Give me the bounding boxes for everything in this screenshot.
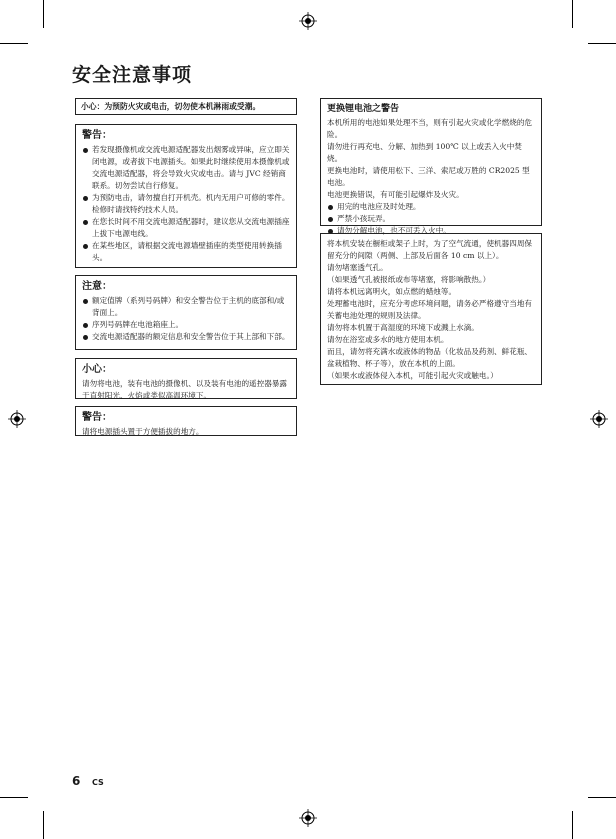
page-title: 安全注意事项 — [72, 64, 193, 86]
page-number: 6 — [72, 774, 81, 788]
battery-line: 电池更换错误，有可能引起爆炸及火灾。 — [327, 190, 464, 199]
crop-mark-top-right-h — [588, 43, 616, 44]
list-item: 交流电源适配器的额定信息和安全警告位于其上部和下部。 — [82, 331, 290, 343]
notice-list — [82, 295, 290, 343]
language-code: CS — [91, 778, 104, 787]
notice-heading: 注意： — [82, 281, 112, 292]
install-box — [320, 233, 542, 385]
install-line: 请将本机远离明火，如点燃的蜡烛等。 — [327, 287, 457, 296]
crop-mark-top-left-h — [0, 43, 28, 44]
list-item: 用完的电池应及时处理。 — [327, 201, 535, 213]
install-line: 将本机安装在橱柜或架子上时，为了空气流通，使机器四周保留充分的间隙（两侧、上部及后面各 10 cm 以上）。 — [327, 239, 533, 260]
warning-plug-box — [75, 406, 297, 436]
list-item: 严禁小孩玩弄。 — [327, 213, 535, 225]
list-item: 额定值牌（系列号码牌）和安全警告位于主机的底部和/或背面上。 — [82, 295, 290, 319]
list-item: 序列号码牌在电池箱座上。 — [82, 319, 290, 331]
careful-box — [75, 358, 297, 399]
registration-mark-right-icon — [590, 410, 608, 428]
registration-mark-left-icon — [8, 410, 26, 428]
careful-text: 请勿将电池，装有电池的摄像机、以及装有电池的遥控器暴露于直射阳光、火焰或类似高温环境下。 — [82, 379, 288, 400]
caution-banner-text: 小心：为预防火灾或电击，切勿使本机淋雨或受潮。 — [81, 102, 261, 111]
install-line: 请勿堵塞透气孔。 — [327, 263, 388, 272]
crop-mark-bottom-left-v — [43, 811, 44, 839]
battery-box — [320, 98, 542, 235]
caution-banner — [75, 98, 297, 115]
install-line: 请勿将本机置于高湿度的环境下或溅上水滴。 — [327, 323, 479, 332]
install-line: 而且，请勿将充满水或液体的物品（化妆品及药剂、鲜花瓶、盆栽植物、杯子等），放在本机的上面。 — [327, 347, 533, 368]
install-line: （如果水或液体侵入本机，可能引起火灾或触电。） — [327, 371, 498, 380]
install-line: 处理蓄电池时，应充分考虑环境问题，请务必严格遵守当地有关蓄电池处理的规则及法律。 — [327, 299, 533, 320]
careful-heading: 小心： — [82, 364, 112, 375]
crop-mark-top-right-v — [572, 0, 573, 28]
list-item: 为预防电击，请勿擅自打开机壳。机内无用户可修的零件。检修时请找特约技术人员。 — [82, 192, 290, 216]
battery-line: 请勿进行再充电、分解、加热到 100℃ 以上或丢入火中焚烧。 — [327, 142, 522, 163]
crop-mark-bottom-right-v — [572, 811, 573, 839]
warning-heading: 警告： — [82, 130, 112, 141]
list-item: 若发现摄像机或交流电源适配器发出烟雾或异味，应立即关闭电源，或者拔下电源插头。如果此时继续使用本摄像机或交流电源适配器，将会导致火灾或电击。请与 JVC 经销商联系。切勿尝试自行修复。 — [82, 144, 290, 192]
list-item: 在您长时间不用交流电源适配器时，建议您从交流电源插座上拔下电源电线。 — [82, 216, 290, 240]
battery-line: 更换电池时，请使用松下、三洋、索尼或万胜的 CR2025 型电池。 — [327, 166, 530, 187]
crop-mark-bottom-right-h — [588, 797, 616, 798]
battery-line: 本机所用的电池如果处理不当，则有引起火灾或化学燃烧的危险。 — [327, 118, 533, 139]
list-item: 请勿分解电池，也不可丢入火中。 — [327, 225, 535, 237]
registration-mark-top-icon — [299, 12, 317, 30]
install-line: （如果透气孔被报纸或布等堵塞，将影响散热。） — [327, 275, 491, 284]
page-footer — [72, 770, 104, 789]
registration-mark-bottom-icon — [299, 809, 317, 827]
warning-list — [82, 144, 290, 264]
battery-heading: 更换锂电池之警告 — [327, 104, 400, 114]
list-item: 在某些地区，请根据交流电源墙壁插座的类型使用转换插头。 — [82, 240, 290, 264]
install-line: 请勿在浴室或多水的地方使用本机。 — [327, 335, 449, 344]
warning-box — [75, 124, 297, 268]
crop-mark-bottom-left-h — [0, 797, 28, 798]
notice-box — [75, 275, 297, 350]
warning-plug-text: 请将电源插头置于方便插拔的地方。 — [82, 427, 204, 436]
warning-plug-heading: 警告： — [82, 412, 112, 423]
battery-list — [327, 201, 535, 237]
crop-mark-top-left-v — [43, 0, 44, 28]
